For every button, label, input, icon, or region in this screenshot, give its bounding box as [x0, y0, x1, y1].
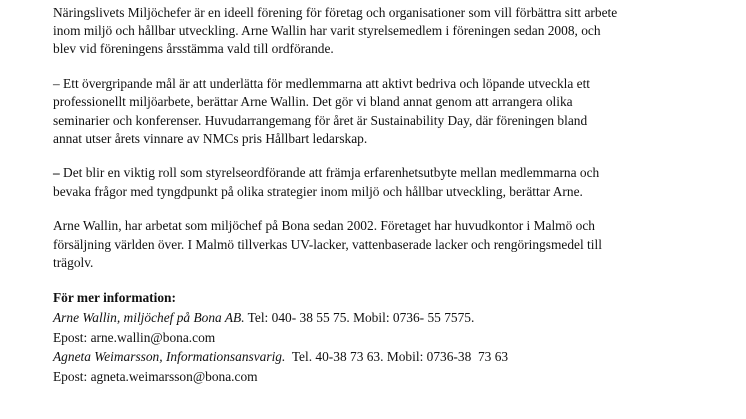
text-line: bevaka frågor med tyngdpunkt på olika strategier inom miljö och hållbar utveckling, berättar Arne. — [53, 183, 583, 199]
paragraph-quote-goals — [53, 75, 733, 148]
text-line: trägolv. — [53, 254, 94, 270]
text-line: – Ett övergripande mål är att underlätta för medlemmarna att aktivt bedriva och löpande utveckla ett — [53, 76, 591, 92]
text-line: annat utser årets vinnare av NMCs pris Hållbart ledarskap. — [53, 130, 368, 146]
contact-phone: Tel. 40-38 73 63. Mobil: 0736-38 73 63 — [285, 349, 509, 365]
contact-section — [53, 288, 733, 386]
contact-email: Epost: arne.wallin@bona.com — [53, 329, 216, 345]
text-line: inom miljö och hållbar utveckling. Arne Wallin har varit styrelsemedlem i föreningen sedan 2008, och — [53, 23, 601, 39]
text-line: Arne Wallin, har arbetat som miljöchef på Bona sedan 2002. Företaget har huvudkontor i Malmö och — [53, 218, 595, 234]
text-line: Näringslivets Miljöchefer är en ideell förening för företag och organisationer som vill förbättra sitt arbete — [53, 5, 618, 20]
contact-name-title: Agneta Weimarsson, Informationsansvarig. — [53, 349, 286, 365]
paragraph-intro — [53, 4, 733, 59]
contact-person-1 — [53, 308, 733, 328]
document-body — [53, 4, 733, 386]
paragraph-quote-role — [53, 164, 733, 200]
text-line: blev vid föreningens årsstämma vald till ordförande. — [53, 41, 334, 57]
text-line: seminarier och konferenser. Huvudarrangemang för året är Sustainability Day, där föreningen bland — [53, 112, 588, 128]
contact-email: Epost: agneta.weimarsson@bona.com — [53, 368, 258, 384]
text-line: försäljning världen över. I Malmö tillverkas UV-lacker, vattenbaserade lacker och rengöringsmedel till — [53, 236, 602, 252]
contact-name-title: Arne Wallin, miljöchef på Bona AB. — [53, 310, 245, 326]
contact-heading: För mer information: — [53, 290, 176, 306]
text-line: professionellt miljöarbete, berättar Arne Wallin. Det gör vi bland annat genom att arrangera olika — [53, 94, 573, 110]
paragraph-about — [53, 217, 733, 272]
text-segment: Det blir en viktig roll som styrelseordförande att främja erfarenhetsutbyte mellan medlemmarna och — [59, 165, 600, 181]
contact-person-2 — [53, 347, 733, 367]
quote-dash: – — [53, 165, 60, 181]
contact-phone: Tel: 040- 38 55 75. Mobil: 0736- 55 7575. — [244, 310, 475, 326]
text-line — [53, 164, 733, 182]
